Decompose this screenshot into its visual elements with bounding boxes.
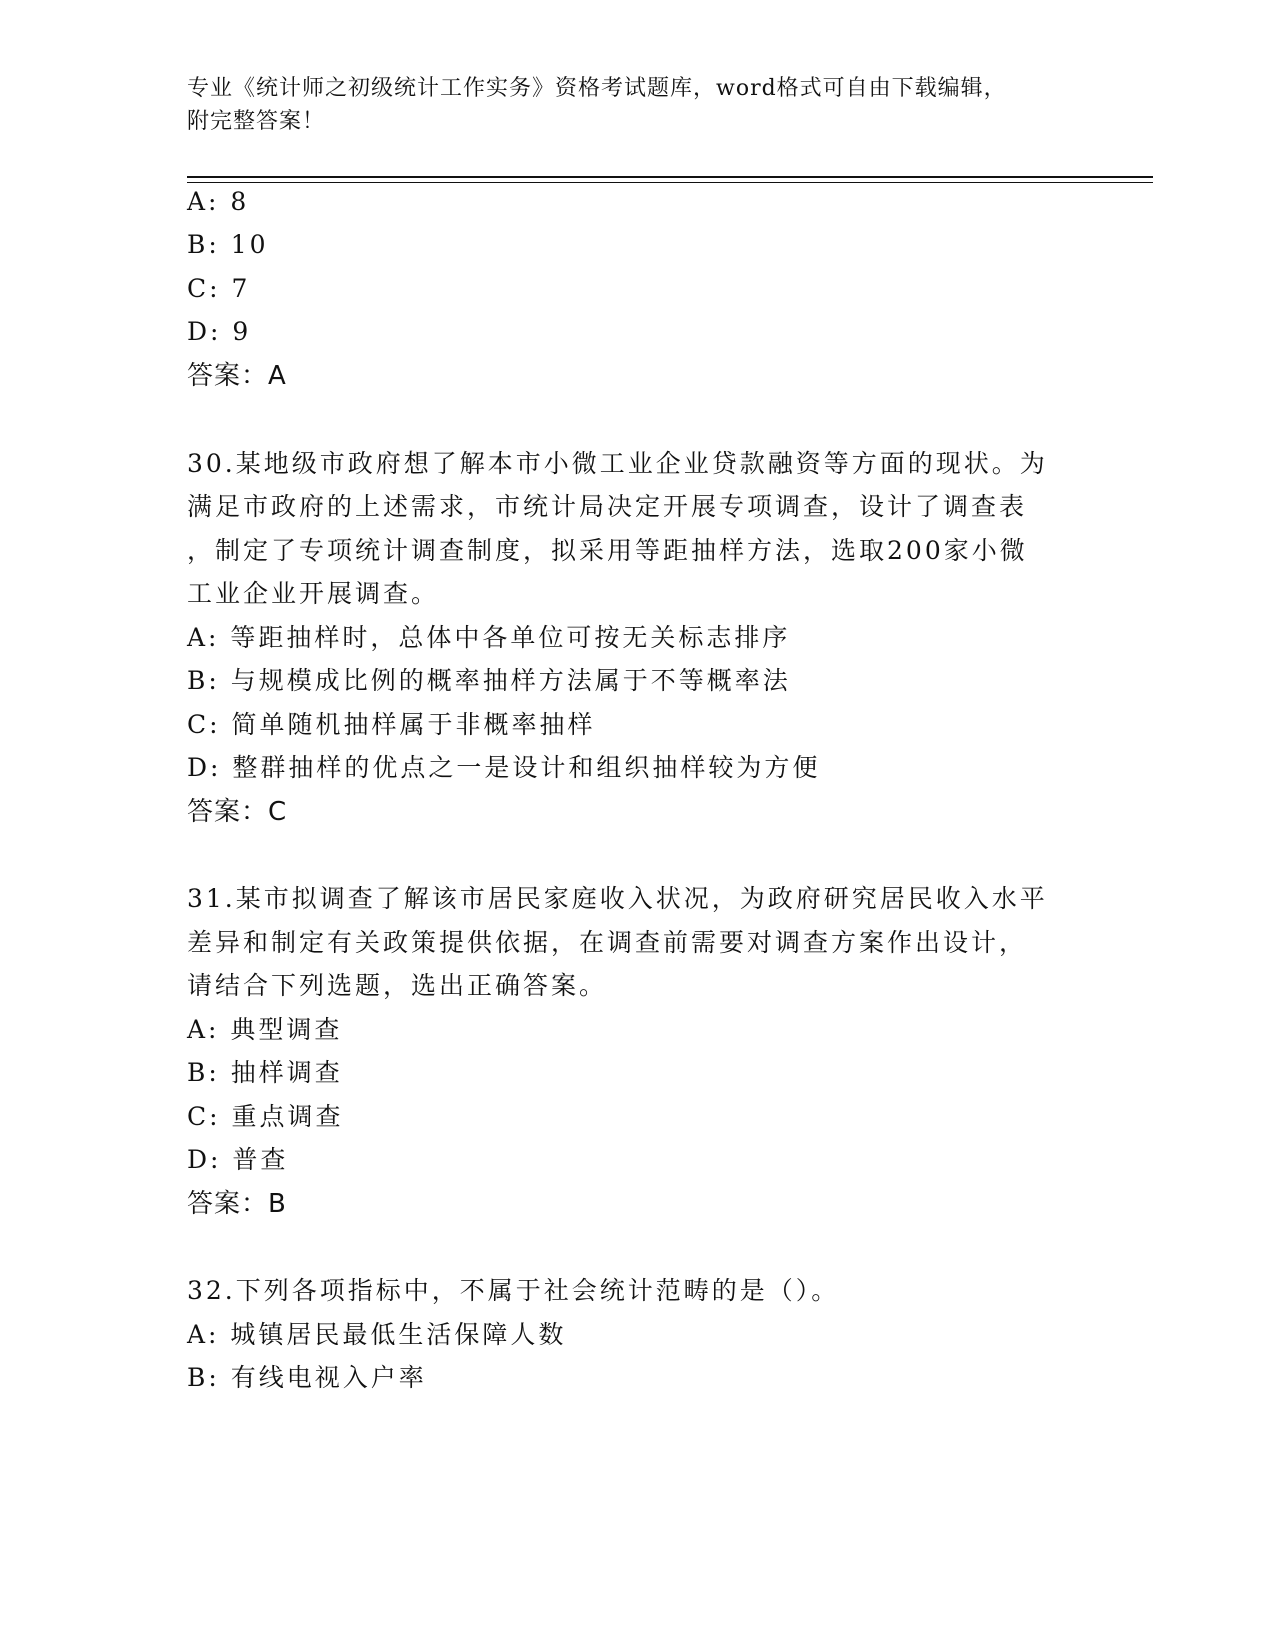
option-d: D: 整群抽样的优点之一是设计和组织抽样较为方便 (187, 753, 821, 782)
option-b: B: 有线电视入户率 (187, 1363, 427, 1392)
answer-line: 答案：A (187, 361, 287, 391)
option-d: D: 普查 (187, 1145, 289, 1174)
option-a: A: 城镇居民最低生活保障人数 (187, 1320, 567, 1349)
option-b: B: 与规模成比例的概率抽样方法属于不等概率法 (187, 666, 791, 695)
question-text-line: 工业企业开展调查。 (187, 579, 440, 608)
option-d: D: 9 (187, 317, 252, 346)
option-b: B: 10 (187, 230, 269, 259)
document-header (187, 72, 1087, 138)
answer-line: 答案：C (187, 797, 288, 827)
question-text-line: 差异和制定有关政策提供依据，在调查前需要对调查方案作出设计， (187, 928, 1028, 957)
question-text-line: 请结合下列选题，选出正确答案。 (187, 971, 608, 1000)
header-divider-thick (187, 176, 1153, 178)
question-text-line: 32.下列各项指标中，不属于社会统计范畴的是（）。 (187, 1276, 840, 1305)
option-c: C: 重点调查 (187, 1102, 344, 1131)
question-text-line: ，制定了专项统计调查制度，拟采用等距抽样方法，选取200家小微 (187, 536, 1028, 565)
question-text-line: 满足市政府的上述需求，市统计局决定开展专项调查，设计了调查表 (187, 492, 1028, 521)
option-a: A: 典型调查 (187, 1015, 343, 1044)
option-a: A: 等距抽样时，总体中各单位可按无关标志排序 (187, 623, 791, 652)
question-text-line: 31.某市拟调查了解该市居民家庭收入状况，为政府研究居民收入水平 (187, 884, 1048, 913)
option-c: C: 简单随机抽样属于非概率抽样 (187, 710, 596, 739)
header-line-1: 专业《统计师之初级统计工作实务》资格考试题库，word格式可自由下载编辑， (187, 76, 1007, 101)
option-c: C: 7 (187, 274, 251, 303)
header-divider-thin (187, 182, 1153, 183)
answer-line: 答案：B (187, 1189, 287, 1219)
header-line-2: 附完整答案！ (187, 109, 326, 134)
question-text-line: 30.某地级市政府想了解本市小微工业企业贷款融资等方面的现状。为 (187, 449, 1048, 478)
option-b: B: 抽样调查 (187, 1058, 343, 1087)
option-a: A: 8 (187, 187, 250, 216)
